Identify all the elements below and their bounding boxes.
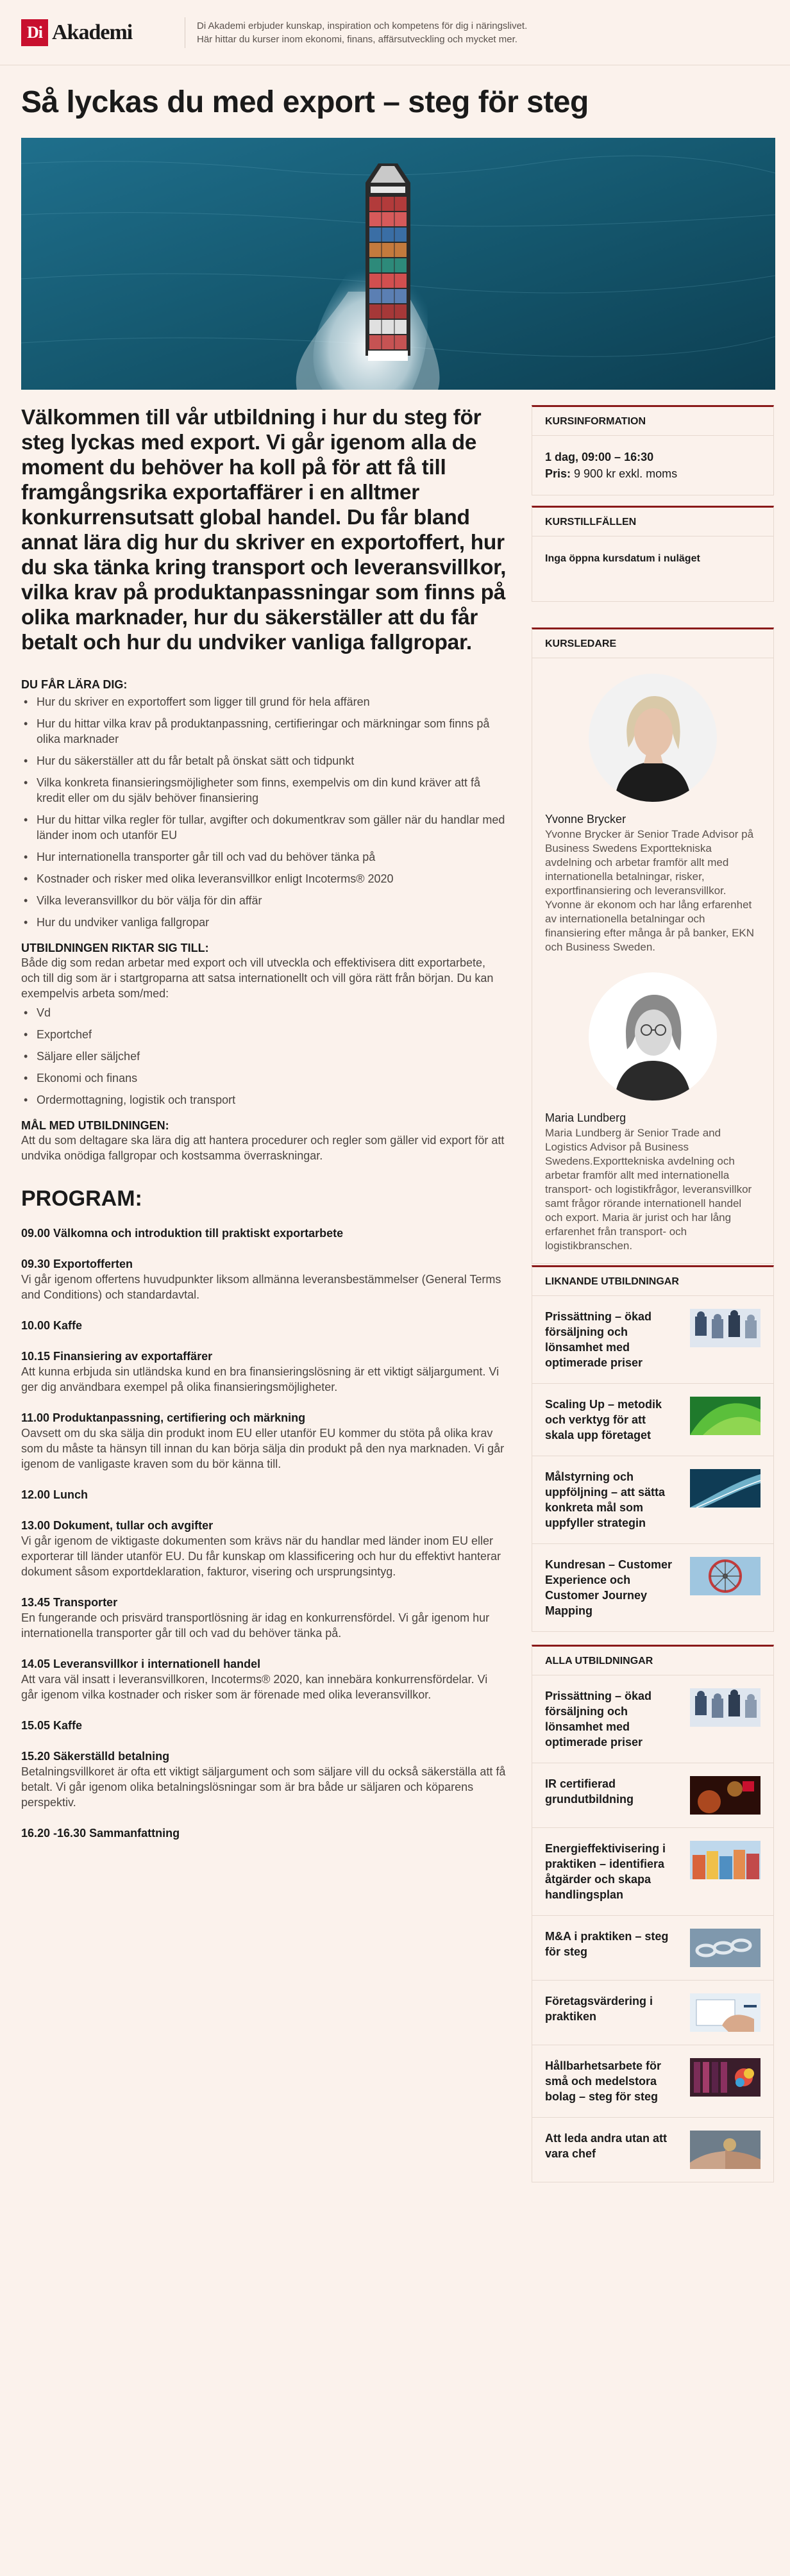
course-link-title: IR certifierad grundutbildning — [545, 1777, 634, 1806]
course-link[interactable] — [532, 1296, 773, 1384]
course-link[interactable] — [532, 1675, 773, 1763]
program-item-title: 12.00 Lunch — [21, 1488, 88, 1501]
program-item-text: Betalningsvillkoret är ofta ett viktigt säljargument och som säljare vill du också säkerställa att få betalt. Vi går igenom olika betalningslösningar som är bra både ur säljaren och köparens perspektiv. — [21, 1765, 506, 1809]
course-thumbnail — [690, 2058, 761, 2097]
course-link[interactable] — [532, 1763, 773, 1828]
course-info-heading: KURSINFORMATION — [532, 407, 773, 436]
program-item-title: 15.05 Kaffe — [21, 1719, 83, 1732]
price-label: Pris: — [545, 467, 571, 480]
course-thumbnail — [690, 1469, 761, 1508]
target-item: • Ordermottagning, logistik och transport — [21, 1092, 507, 1108]
program-item-title: 09.30 Exportofferten — [21, 1258, 133, 1270]
course-price — [545, 465, 761, 482]
program-item-text: Oavsett om du ska sälja din produkt inom EU eller utanför EU kommer du stöta på olika krav som du måste ta hänsyn till innan du kan börja sälja din produkt på den nya marknaden. Vi går igenom de vanligaste kraven som du bör känna till. — [21, 1427, 505, 1470]
course-thumbnail — [690, 1993, 761, 2032]
similar-courses-list — [532, 1296, 773, 1631]
course-link[interactable] — [532, 1456, 773, 1544]
similar-courses-card — [532, 1265, 774, 1632]
program-item — [21, 1226, 507, 1241]
learn-item: • Hur du hittar vilka krav på produktanpassning, certifieringar och märkningar som finns på olika marknader — [21, 716, 507, 747]
program-item-title: 16.20 -16.30 Sammanfattning — [21, 1827, 180, 1840]
program-list — [21, 1226, 507, 1841]
course-link[interactable] — [532, 1981, 773, 2045]
course-thumbnail — [690, 1841, 761, 1879]
sidebar — [532, 405, 774, 2182]
program-item-text: Att kunna erbjuda sin utländska kund en bra finansieringslösning är ett viktigt säljargument. Vi ger dig användbara exempel på olika finansieringsmöjligheter. — [21, 1365, 500, 1393]
target-item: • Vd — [21, 1005, 507, 1020]
learn-item: • Hur du undviker vanliga fallgropar — [21, 915, 507, 930]
target-item: • Ekonomi och finans — [21, 1070, 507, 1086]
site-header — [0, 0, 790, 65]
program-item-title: 10.00 Kaffe — [21, 1319, 83, 1332]
course-info-card — [532, 405, 774, 495]
course-link-title: Målstyrning och uppföljning – att sätta konkreta mål som uppfyller strategin — [545, 1470, 665, 1529]
program-item — [21, 1595, 507, 1641]
learn-item: • Kostnader och risker med olika leveransvillkor enligt Incoterms® 2020 — [21, 871, 507, 886]
program-item — [21, 1256, 507, 1302]
goal-text: Att du som deltagare ska lära dig att hantera procedurer och regler som gäller vid export för att undvika onödiga fallgropar och kostsamma överraskningar. — [21, 1134, 505, 1162]
course-link[interactable] — [532, 1828, 773, 1916]
course-thumbnail — [690, 2131, 761, 2169]
course-link-title: M&A i praktiken – steg för steg — [545, 1930, 669, 1958]
leader-photo-yvonne — [589, 674, 717, 802]
course-link-title: Energieffektivisering i praktiken – identifiera åtgärder och skapa handlingsplan — [545, 1842, 666, 1901]
program-item-title: 11.00 Produktanpassning, certifiering och märkning — [21, 1411, 306, 1424]
leader-bio: Maria Lundberg är Senior Trade and Logistics Advisor på Business Swedens.Exporttekniska avdelning och arbetar framför allt med internationella transport- och logistikfrågor, leveransvillkor samt frågor rörande internationell handel och export. Maria är jurist och har lång erfarenhet från transport- och logistikbranschen. — [545, 1127, 752, 1252]
no-dates-text: Inga öppna kursdatum i nuläget — [545, 553, 700, 564]
program-item — [21, 1656, 507, 1702]
tagline-line-1: Di Akademi erbjuder kunskap, inspiration och kompetens för dig i näringslivet. — [197, 20, 528, 31]
program-item-title: 09.00 Välkomna och introduktion till praktiskt exportarbete — [21, 1227, 344, 1240]
learn-heading: DU FÅR LÄRA DIG: — [21, 678, 128, 691]
program-item — [21, 1518, 507, 1579]
learn-item: • Vilka konkreta finansieringsmöjligheter som finns, exempelvis om din kund kräver att få kredit eller om du själv behöver finansiering — [21, 775, 507, 806]
program-item-title: 15.20 Säkerställd betalning — [21, 1750, 170, 1763]
course-link-title: Kundresan – Customer Experience och Customer Journey Mapping — [545, 1558, 673, 1617]
course-link-title: Hållbarhetsarbete för små och medelstora bolag – steg för steg — [545, 2059, 662, 2103]
all-courses-list — [532, 1675, 773, 2182]
target-list — [21, 1005, 507, 1108]
program-item — [21, 1349, 507, 1395]
logo-mark: Di — [21, 19, 48, 46]
di-akademi-logo[interactable] — [21, 19, 185, 46]
course-link-title: Scaling Up – metodik och verktyg för att skala upp företaget — [545, 1398, 662, 1442]
course-thumbnail — [690, 1397, 761, 1435]
program-item-text: Att vara väl insatt i leveransvillkoren, Incoterms® 2020, kan innebära konkurrensfördelar. Vi går igenom vilka kostnader och risker som är förenade med olika leveransvillkor. — [21, 1673, 488, 1701]
all-courses-heading: ALLA UTBILDNINGAR — [532, 1647, 773, 1675]
price-value: 9 900 kr exkl. moms — [571, 467, 678, 480]
program-item — [21, 1718, 507, 1733]
course-link-title: Företagsvärdering i praktiken — [545, 1995, 653, 2023]
course-link[interactable] — [532, 1544, 773, 1631]
learn-item: • Vilka leveransvillkor du bör välja för din affär — [21, 893, 507, 908]
course-link-title: Prissättning – ökad försäljning och lönsamhet med optimerade priser — [545, 1310, 652, 1369]
program-item-text: En fungerande och prisvärd transportlösning är idag en konkurrensfördel. Vi går igenom hur internationella transporter går till och vad du behöver tänka på. — [21, 1611, 490, 1640]
leader-photo-maria — [589, 972, 717, 1101]
goal-heading: MÅL MED UTBILDNINGEN: — [21, 1119, 169, 1132]
course-link[interactable] — [532, 1916, 773, 1981]
program-item-title: 10.15 Finansiering av exportaffärer — [21, 1350, 213, 1363]
target-heading: UTBILDNINGEN RIKTAR SIG TILL: — [21, 942, 209, 954]
main-content — [21, 405, 507, 1856]
program-item — [21, 1825, 507, 1841]
course-leaders-card — [532, 627, 774, 1264]
program-item — [21, 1487, 507, 1502]
course-thumbnail — [690, 1929, 761, 1967]
hero-image-container-ship — [21, 138, 775, 390]
learn-item: • Hur du säkerställer att du får betalt på önskat sätt och tidpunkt — [21, 753, 507, 769]
course-link-title: Prissättning – ökad försäljning och lönsamhet med optimerade priser — [545, 1690, 652, 1749]
course-thumbnail — [690, 1557, 761, 1595]
course-link[interactable] — [532, 2045, 773, 2118]
leader-name: Maria Lundberg — [545, 1111, 626, 1124]
course-link-title: Att leda andra utan att vara chef — [545, 2132, 668, 2160]
course-link[interactable] — [532, 2118, 773, 2182]
program-item — [21, 1749, 507, 1810]
logo-text: Akademi — [52, 20, 133, 44]
tagline-line-2: Här hittar du kurser inom ekonomi, finans, affärsutveckling och mycket mer. — [197, 33, 517, 45]
target-item: • Säljare eller säljchef — [21, 1049, 507, 1064]
program-heading: PROGRAM: — [21, 1186, 142, 1211]
leader-bio: Yvonne Brycker är Senior Trade Advisor på Business Swedens Exporttekniska avdelning och arbetar framför allt med internationella betalningar, risker, exportfinansiering och leveransvillkor. Yvonne är ekonom och har lång erfarenhet av internationella betalningar och finansiering efter många år på banker, EKN och Business Sweden. — [545, 828, 755, 953]
container-ship-illustration — [21, 138, 775, 390]
all-courses-card — [532, 1645, 774, 2182]
learn-item: • Hur internationella transporter går till och vad du behöver tänka på — [21, 849, 507, 865]
course-leaders-heading: KURSLEDARE — [532, 629, 773, 658]
program-item-title: 13.00 Dokument, tullar och avgifter — [21, 1519, 214, 1532]
course-thumbnail — [690, 1309, 761, 1347]
course-duration: 1 dag, 09:00 – 16:30 — [545, 451, 654, 463]
learn-item: • Hur du hittar vilka regler för tullar, avgifter och dokumentkrav som gäller när du handlar med länder inom och utanför EU — [21, 812, 507, 843]
course-dates-heading: KURSTILLFÄLLEN — [532, 508, 773, 536]
leader-name: Yvonne Brycker — [545, 813, 626, 826]
target-item: • Exportchef — [21, 1027, 507, 1042]
page-title: Så lyckas du med export – steg för steg — [21, 85, 589, 119]
course-link[interactable] — [532, 1384, 773, 1456]
program-item-title: 13.45 Transporter — [21, 1596, 118, 1609]
course-thumbnail — [690, 1776, 761, 1815]
target-text: Både dig som redan arbetar med export och vill utveckla och effektivisera ditt exportarbete, och till dig som är i startgroparna att satsa internationellt och vill göra rätt från början. Du kan exempelvis arbeta som/med: — [21, 956, 494, 1000]
program-item-text: Vi går igenom de viktigaste dokumenten som krävs när du handlar med länder inom EU eller exporterar till länder utanför EU. Du får kunskap om klassificering och hur du effektivt hanterar dokument såsom exportdeklaration, fakturor, visering och ursprungsintyg. — [21, 1534, 501, 1578]
learn-list — [21, 694, 507, 930]
intro-lead: Välkommen till vår utbildning i hur du steg för steg lyckas med export. Vi går igenom alla de moment du behöver ha koll på för att få till framgångsrika exportaffärer i en alltmer konkurrensutsatt global handel. Du får bland annat lära dig hur du skriver en exportoffert, hur du ska tänka kring transport och leveransvillkor, vilka krav på produktanpassningar som finns på olika marknader, hur du säkerställer att du får betalt och hur du undviker vanliga fallgropar. — [21, 406, 507, 654]
learn-item: • Hur du skriver en exportoffert som ligger till grund för hela affären — [21, 694, 507, 710]
program-item-text: Vi går igenom offertens huvudpunkter liksom allmänna leveransbestämmelser (General Terms and Conditions) och standardavtal. — [21, 1273, 501, 1301]
tagline — [197, 19, 527, 46]
program-item — [21, 1410, 507, 1472]
course-thumbnail — [690, 1688, 761, 1727]
program-item-title: 14.05 Leveransvillkor i internationell handel — [21, 1658, 261, 1670]
course-dates-card — [532, 506, 774, 602]
program-item — [21, 1318, 507, 1333]
similar-courses-heading: LIKNANDE UTBILDNINGAR — [532, 1267, 773, 1296]
